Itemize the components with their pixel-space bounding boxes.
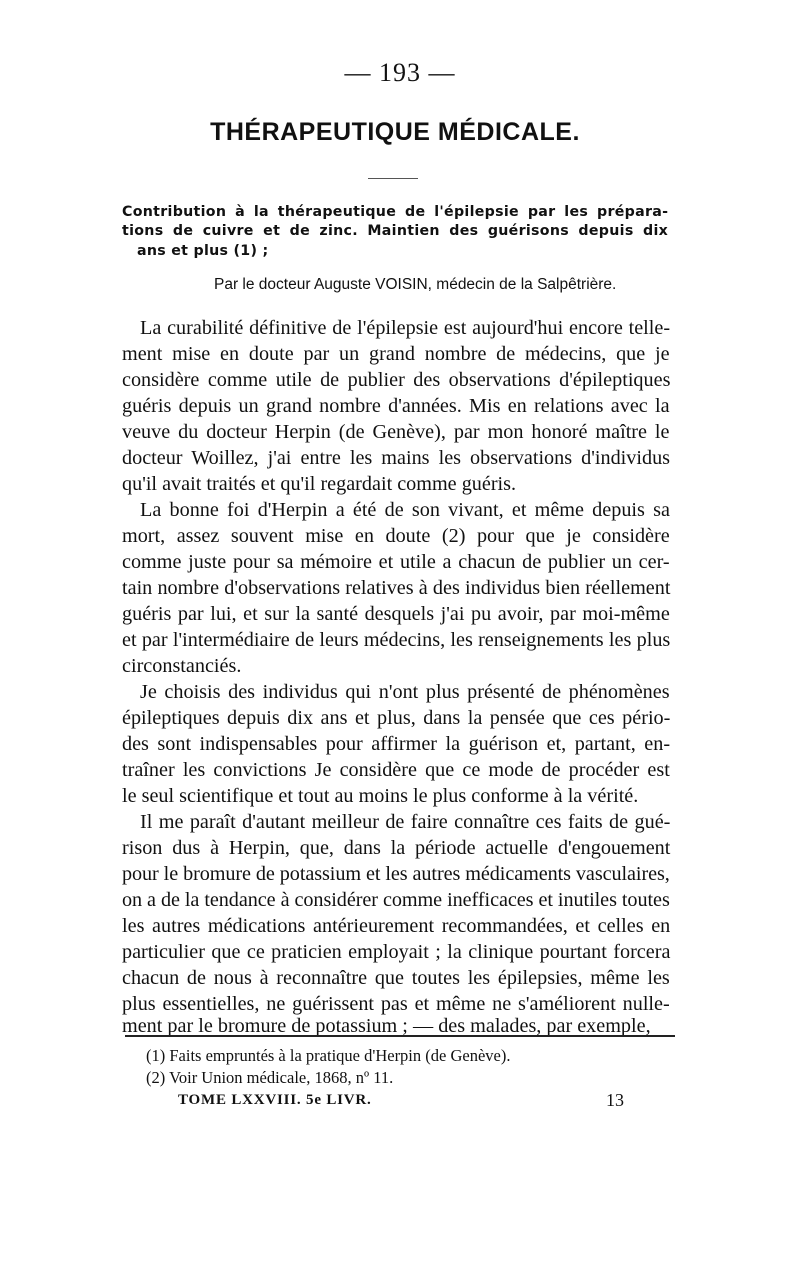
footnote-2: (2) Voir Union médicale, 1868, nº 11. (146, 1068, 394, 1087)
body-line: circonstanciés. (122, 655, 242, 677)
title-rule (368, 178, 418, 179)
article-title-line-3: ans et plus (1) ; (137, 243, 269, 259)
body-line: pour le bromure de potassium et les autres médicaments vasculaires, (122, 863, 670, 885)
body-line: plus essentielles, ne guérissent pas et même ne s'améliorent nulle- (122, 993, 670, 1015)
body-line: des sont indispensables pour affirmer la guérison et, partant, en- (122, 733, 671, 755)
section-title: THÉRAPEUTIQUE MÉDICALE. (210, 118, 580, 146)
body-line: La curabilité définitive de l'épilepsie est aujourd'hui encore telle- (140, 317, 671, 339)
signature-sheet-number: 13 (606, 1090, 624, 1110)
body-line: mort, assez souvent mise en doute (2) pour que je considère (122, 525, 670, 547)
body-line: veuve du docteur Herpin (de Genève), par mon honoré maître le (122, 421, 670, 443)
footnote-rule (125, 1035, 675, 1037)
body-line: traîner les convictions Je considère que ce mode de procéder est (122, 759, 670, 781)
signature-tome: TOME LXXVIII. 5e LIVR. (178, 1092, 372, 1108)
body-line: La bonne foi d'Herpin a été de son vivant, et même depuis sa (140, 499, 670, 521)
body-line: docteur Woillez, j'ai entre les mains les observations d'individus (122, 447, 671, 469)
body-line: guéris par lui, et sur la santé desquels j'ai pu avoir, par moi-même (122, 603, 670, 625)
page-number: — 193 — (344, 58, 456, 87)
body-line: le seul scientifique et tout au moins le plus conforme à la vérité. (122, 785, 639, 807)
body-line: considère comme utile de publier des observations d'épileptiques (122, 369, 671, 391)
body-line: ment par le bromure de potassium ; — des malades, par exemple, (122, 1015, 651, 1037)
body-line: tain nombre d'observations relatives à des individus bien réellement (122, 577, 671, 599)
body-line: rison dus à Herpin, que, dans la période actuelle d'engouement (122, 837, 671, 859)
body-line: et par l'intermédiaire de leurs médecins, les renseignements les plus (122, 629, 671, 651)
byline: Par le docteur Auguste VOISIN, médecin de la Salpêtrière. (214, 276, 617, 293)
body-line: on a de la tendance à considérer comme inefficaces et inutiles toutes (122, 889, 670, 911)
body-line: comme juste pour sa mémoire et utile a chacun de publier un cer- (122, 551, 670, 573)
article-title-line-2: tions de cuivre et de zinc. Maintien des guérisons depuis dix (122, 223, 669, 239)
body-line: guéris depuis un grand nombre d'années. Mis en relations avec la (122, 395, 670, 417)
body-line: Je choisis des individus qui n'ont plus présenté de phénomènes (140, 681, 670, 703)
article-title-line-1: Contribution à la thérapeutique de l'épilepsie par les prépara- (122, 204, 669, 220)
body-line: épileptiques depuis dix ans et plus, dans la pensée que ces pério- (122, 707, 671, 729)
body-line: Il me paraît d'autant meilleur de faire connaître ces faits de gué- (140, 811, 671, 833)
body-line: qu'il avait traités et qu'il regardait comme guéris. (122, 473, 517, 495)
body-line: ment mise en doute par un grand nombre de médecins, que je (122, 343, 670, 365)
body-line: les autres médications antérieurement recommandées, et celles en (122, 915, 671, 937)
body-line: particulier que ce praticien employait ; la clinique pourtant forcera (122, 941, 671, 963)
footnote-1: (1) Faits empruntés à la pratique d'Herpin (de Genève). (146, 1046, 511, 1065)
body-line: chacun de nous à reconnaître que toutes les épilepsies, même les (122, 967, 670, 989)
